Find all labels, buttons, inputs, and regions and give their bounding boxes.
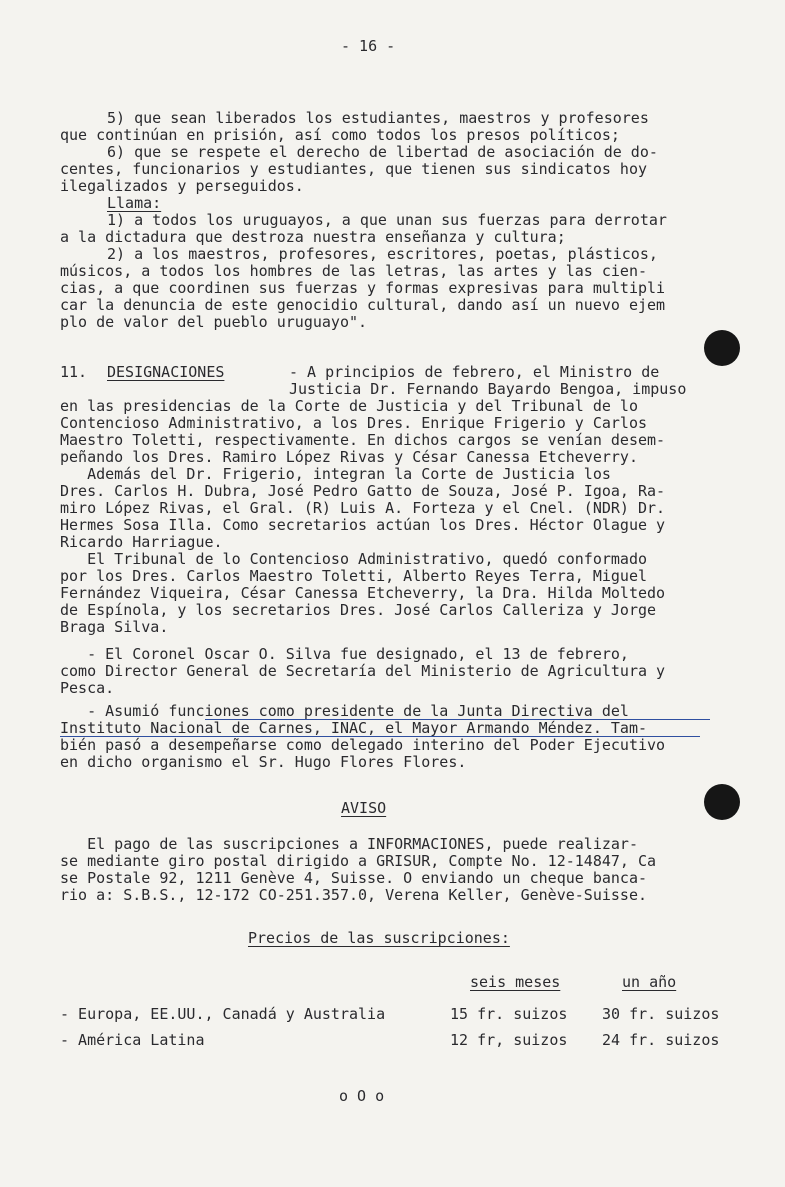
section-line: Además del Dr. Frigerio, integran la Corte de Justicia los — [60, 465, 611, 483]
llama-line: plo de valor del pueblo uruguayo". — [60, 313, 368, 331]
aviso-line: se mediante giro postal dirigido a GRISUR, Compte No. 12-14847, Ca — [60, 852, 657, 870]
price-region: - América Latina — [60, 1031, 205, 1049]
price-region: - Europa, EE.UU., Canadá y Australia — [60, 1005, 386, 1023]
price-year: 24 fr. suizos — [602, 1031, 720, 1049]
llama-line: 1) a todos los uruguayos, a que unan sus fuerzas para derrotar — [107, 211, 667, 229]
section-line: Maestro Toletti, respectivamente. En dichos cargos se venían desem- — [60, 431, 666, 449]
section-line: Hermes Sosa Illa. Como secretarios actúan los Dres. Héctor Olague y — [60, 516, 666, 534]
llama-line: músicos, a todos los hombres de las letras, las artes y las cien- — [60, 262, 647, 280]
inac-line: bién pasó a desempeñarse como delegado interino del Poder Ejecutivo — [60, 736, 666, 754]
footer-mark: o O o — [339, 1087, 385, 1105]
llama-line: cias, a que coordinen sus fuerzas y formas expresivas para multipli — [60, 279, 666, 297]
coronel-line: como Director General de Secretaría del Ministerio de Agricultura y — [60, 662, 666, 680]
punch-hole — [704, 784, 740, 820]
section-line: Contencioso Administrativo, a los Dres. Enrique Frigerio y Carlos — [60, 414, 647, 432]
precios-title: Precios de las suscripciones: — [248, 929, 510, 947]
coronel-line: - El Coronel Oscar O. Silva fue designado, el 13 de febrero, — [60, 645, 629, 663]
handwritten-underline — [205, 719, 710, 720]
section-line: en las presidencias de la Corte de Justicia y del Tribunal de lo — [60, 397, 638, 415]
section-line: Justicia Dr. Fernando Bayardo Bengoa, impuso — [289, 380, 687, 398]
aviso-line: rio a: S.B.S., 12-172 CO-251.357.0, Verena Keller, Genève-Suisse. — [60, 886, 647, 904]
price-six: 15 fr. suizos — [450, 1005, 568, 1023]
intro-line: ilegalizados y perseguidos. — [60, 177, 304, 195]
aviso-title: AVISO — [341, 799, 387, 817]
inac-line: Instituto Nacional de Carnes, INAC, el Mayor Armando Méndez. Tam- — [60, 719, 647, 737]
llama-line: car la denuncia de este genocidio cultural, dando así un nuevo ejem — [60, 296, 666, 314]
section-line: de Espínola, y los secretarios Dres. José Carlos Calleriza y Jorge — [60, 601, 657, 619]
price-year: 30 fr. suizos — [602, 1005, 720, 1023]
aviso-line: se Postale 92, 1211 Genève 4, Suisse. O enviando un cheque banca- — [60, 869, 647, 887]
aviso-line: El pago de las suscripciones a INFORMACIONES, puede realizar- — [60, 835, 638, 853]
section-line: por los Dres. Carlos Maestro Toletti, Alberto Reyes Terra, Miguel — [60, 567, 647, 585]
handwritten-underline — [60, 736, 700, 737]
llama-line: a la dictadura que destroza nuestra enseñanza y cultura; — [60, 228, 566, 246]
intro-line: 6) que se respete el derecho de libertad de asociación de do- — [107, 143, 658, 161]
inac-line: en dicho organismo el Sr. Hugo Flores Flores. — [60, 753, 467, 771]
section-line: Dres. Carlos H. Dubra, José Pedro Gatto de Souza, José P. Igoa, Ra- — [60, 482, 666, 500]
inac-line: - Asumió funciones como presidente de la Junta Directiva del — [60, 702, 629, 720]
section-line: peñando los Dres. Ramiro López Rivas y César Canessa Etcheverry. — [60, 448, 638, 466]
coronel-line: Pesca. — [60, 679, 115, 697]
section-line: Fernández Viqueira, César Canessa Etcheverry, la Dra. Hilda Moltedo — [60, 584, 666, 602]
col-header-six: seis meses — [470, 973, 561, 991]
punch-hole — [704, 330, 740, 366]
section-line: miro López Rivas, el Gral. (R) Luis A. Forteza y el Cnel. (NDR) Dr. — [60, 499, 666, 517]
price-six: 12 fr, suizos — [450, 1031, 568, 1049]
section-line: Braga Silva. — [60, 618, 169, 636]
intro-line: centes, funcionarios y estudiantes, que tienen sus sindicatos hoy — [60, 160, 647, 178]
section-line: Ricardo Harriague. — [60, 533, 223, 551]
intro-line: 5) que sean liberados los estudiantes, maestros y profesores — [107, 109, 649, 127]
llama-label: Llama: — [107, 194, 162, 212]
section-title: DESIGNACIONES — [107, 363, 225, 381]
section-line: - A principios de febrero, el Ministro de — [289, 363, 660, 381]
llama-line: 2) a los maestros, profesores, escritores, poetas, plásticos, — [107, 245, 658, 263]
section-line: El Tribunal de lo Contencioso Administrativo, quedó conformado — [60, 550, 647, 568]
col-header-year: un año — [622, 973, 677, 991]
section-number: 11. — [60, 363, 88, 381]
page-number: - 16 - — [341, 37, 396, 55]
intro-line: que continúan en prisión, así como todos los presos políticos; — [60, 126, 620, 144]
